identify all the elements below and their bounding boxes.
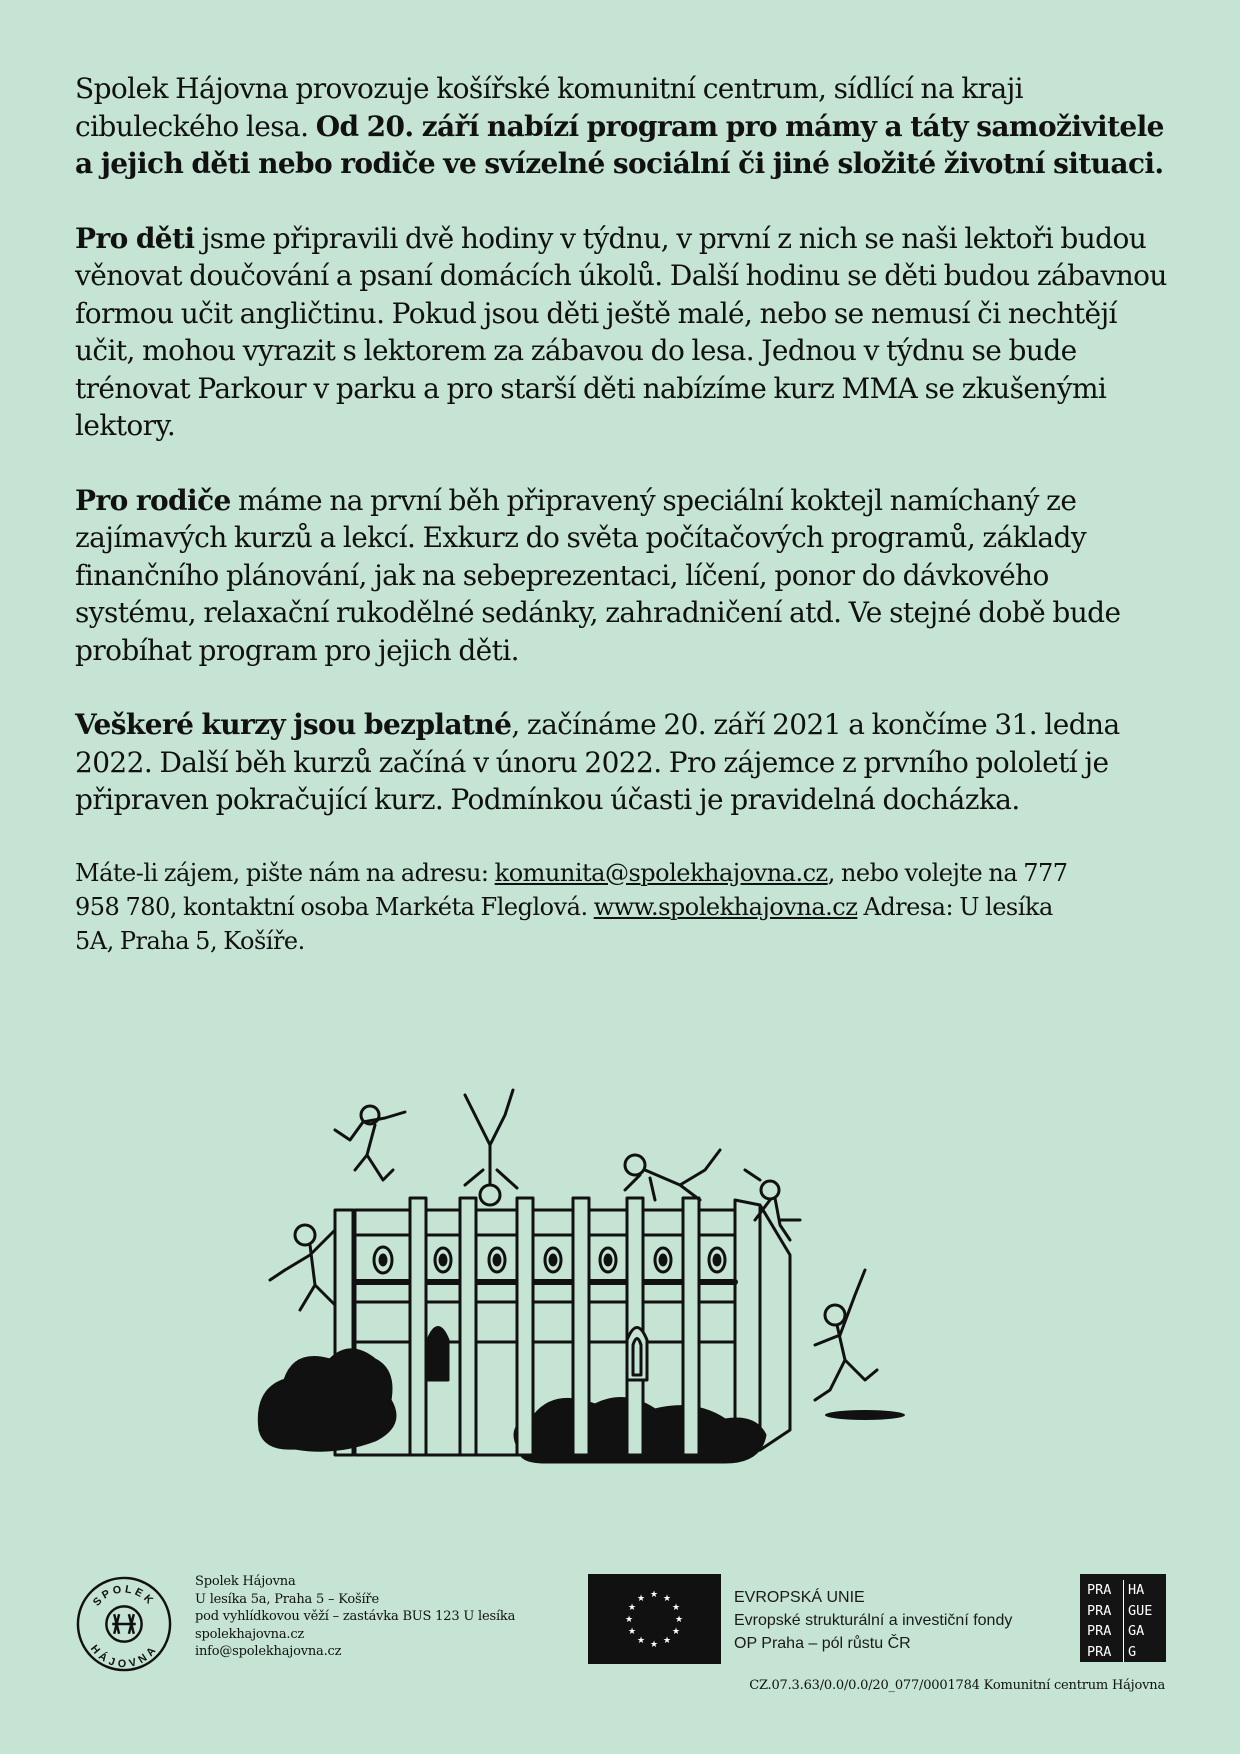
svg-text:★: ★	[636, 1594, 646, 1604]
contact-text-2: , nebo volejte na 777 958 780, kontaktní osoba Markéta Fleglová.	[75, 858, 1068, 921]
courses-text: , začínáme 20. září 2021 a končíme 31. ledna 2022. Další běh kurzů začíná v únoru 2022. Pro zájemce z prvního pololetí je připraven pokračující kurz. Podmínkou účasti je pravidelná docházka.	[75, 708, 1120, 816]
main-content	[75, 70, 1175, 958]
svg-text:★: ★	[662, 1636, 672, 1646]
figure-running-right	[815, 1270, 905, 1420]
bush-left-shape	[259, 1350, 395, 1450]
website-link[interactable]: www.spolekhajovna.cz	[593, 892, 858, 921]
parents-heading: Pro rodiče	[75, 483, 231, 517]
eu-funding-text	[734, 1586, 1012, 1655]
intro-text: Spolek Hájovna provozuje košířské komunitní centrum, sídlící na kraji cibuleckého lesa.	[75, 72, 1024, 143]
footer-address	[195, 1573, 515, 1661]
svg-text:★: ★	[671, 1627, 681, 1637]
parkour-building-illustration	[255, 1070, 990, 1470]
address-website[interactable]: spolekhajovna.cz	[195, 1626, 305, 1642]
address-line: Spolek Hájovna	[195, 1574, 296, 1589]
building-right-wing	[735, 1200, 790, 1455]
figure-jumping-left	[335, 1106, 405, 1180]
logo-top-text: SPOLEK	[90, 1583, 158, 1609]
contact-text-1: Máte-li zájem, pište nám na adresu:	[75, 858, 495, 887]
building-arch-window-left	[428, 1328, 448, 1381]
building-arch-window-right	[627, 1328, 647, 1381]
intro-paragraph	[75, 70, 1175, 183]
address-line: pod vyhlídkovou věží – zastávka BUS 123 U lesíka	[195, 1609, 516, 1624]
contact-text-3: Adresa: U lesíka 5A, Praha 5, Košíře.	[75, 892, 1053, 955]
eu-flag-icon	[588, 1574, 721, 1664]
parents-paragraph	[75, 482, 1175, 670]
svg-text:★: ★	[627, 1603, 637, 1613]
svg-text:★: ★	[674, 1615, 684, 1625]
figure-handstand	[465, 1090, 517, 1205]
figure-climbing-left	[270, 1225, 335, 1310]
kids-heading: Pro děti	[75, 221, 195, 255]
svg-text:★: ★	[627, 1627, 637, 1637]
eu-fund-name: Evropské strukturální a investiční fondy	[734, 1612, 1013, 1629]
spolek-hajovna-logo	[75, 1575, 173, 1673]
email-link[interactable]: komunita@spolekhajovna.cz	[494, 858, 828, 887]
svg-text:★: ★	[671, 1603, 681, 1613]
figure-diving	[625, 1150, 720, 1200]
courses-heading: Veškeré kurzy jsou bezplatné	[75, 708, 512, 741]
eu-title: EVROPSKÁ UNIE	[734, 1589, 865, 1606]
kids-text: jsme připravili dvě hodiny v týdnu, v první z nich se naši lektoři budou věnovat doučování a psaní domácích úkolů. Další hodinu se děti budou zábavnou formou učit angličtinu. Pokud jsou děti ještě malé, nebo se nemusí či nechtějí učit, mohou vyrazit s lektorem za zábavou do lesa. Jednou v týdnu se bude trénovat Parkour v parku a pro starší děti nabízíme kurz MMA se zkušenými lektory.	[75, 221, 1167, 442]
svg-text:★: ★	[662, 1594, 672, 1604]
courses-paragraph	[75, 706, 1175, 819]
address-line: U lesíka 5a, Praha 5 – Košíře	[195, 1591, 379, 1607]
kids-paragraph	[75, 220, 1175, 445]
svg-text:★: ★	[624, 1615, 634, 1625]
svg-text:SPOLEK	[91, 1583, 157, 1608]
svg-text:★: ★	[649, 1640, 659, 1650]
eu-programme: OP Praha – pól růstu ČR	[734, 1635, 911, 1652]
logo-bottom-text: HÁJOVNA	[87, 1642, 161, 1671]
svg-text:★: ★	[649, 1590, 659, 1600]
svg-text:★: ★	[636, 1636, 646, 1646]
svg-text:HÁJOVNA	[88, 1643, 160, 1670]
project-code: CZ.07.3.63/0.0/0.0/20_077/0001784 Komunitní centrum Hájovna	[749, 1678, 1165, 1693]
intro-bold: Od 20. září nabízí program pro mámy a táty samoživitele a jejich děti nebo rodiče ve svízelné sociální či jiné složité životní situaci.	[75, 109, 1164, 180]
address-email[interactable]: info@spolekhajovna.cz	[195, 1644, 342, 1659]
contact-paragraph	[75, 856, 1085, 958]
prague-logo: PRA HA PRA GUE PRA GA PRA G	[1080, 1574, 1166, 1662]
parents-text: máme na první běh připravený speciální koktejl namíchaný ze zajímavých kurzů a lekcí. Exkurz do světa počítačových programů, základy finančního plánování, jak na sebeprezentaci, líčení, ponor do dávkového systému, relaxační rukodělné sedánky, zahradničení atd. Ve stejné době bude probíhat program pro jejich děti.	[75, 483, 1121, 667]
